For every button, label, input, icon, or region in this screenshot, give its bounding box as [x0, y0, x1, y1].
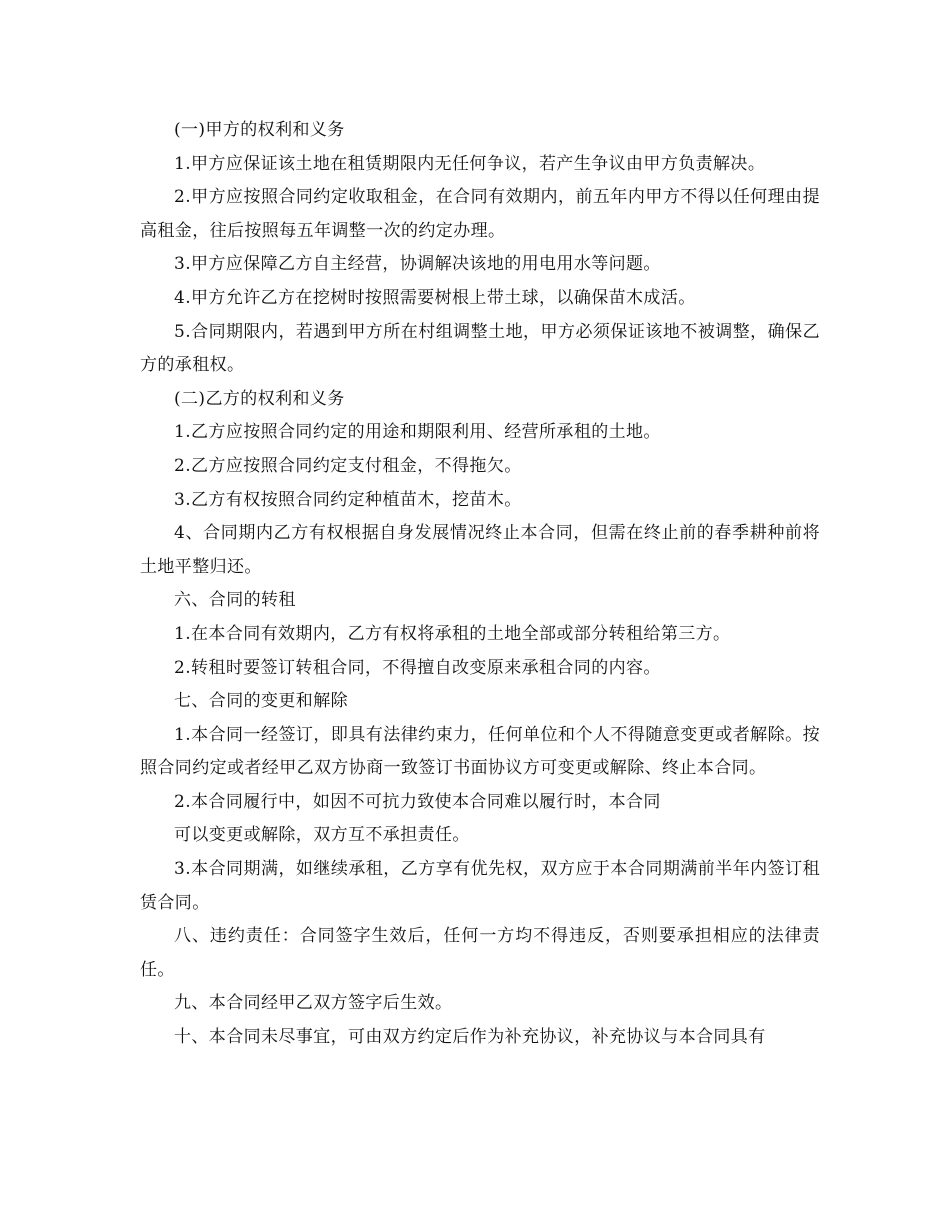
clause-sublease-1: 1.在本合同有效期内，乙方有权将承租的土地全部或部分转租给第三方。: [174, 623, 731, 644]
section-heading-party-a: (一)甲方的权利和义务: [174, 120, 345, 140]
clause-a-2: 2.甲方应按照合同约定收取租金，在合同有效期内，前五年内甲方不得以任何理由提高租金，往后按照每五年调整一次的约定办理。: [140, 187, 820, 241]
clause-a-5: 5.合同期限内，若遇到甲方所在村组调整土地，甲方必须保证该地不被调整，确保乙方的承租权。: [140, 321, 820, 376]
clause-b-4: 4、合同期内乙方有权根据自身发展情况终止本合同，但需在终止前的春季耕种前将土地平整归还。: [140, 523, 820, 577]
clause-change-2: 2.本合同履行中，如因不可抗力致使本合同难以履行时，本合同: [174, 791, 661, 812]
clause-change-2-continued: 可以变更或解除，双方互不承担责任。: [174, 825, 470, 846]
section-supplementary: 十、本合同未尽事宜，可由双方约定后作为补充协议，补充协议与本合同具有: [174, 1027, 766, 1048]
clause-sublease-2: 2.转租时要签订转租合同，不得擅自改变原来承租合同的内容。: [174, 657, 661, 678]
clause-b-3: 3.乙方有权按照合同约定种植苗木，挖苗木。: [174, 489, 522, 510]
section-breach-liability: 八、违约责任：合同签字生效后，任何一方均不得违反，否则要承担相应的法律责任。: [140, 926, 820, 980]
clause-b-1: 1.乙方应按照合同约定的用途和期限利用、经营所承租的土地。: [174, 422, 661, 443]
clause-change-3: 3.本合同期满，如继续承租，乙方享有优先权，双方应于本合同期满前半年内签订租赁合同。: [140, 859, 820, 913]
section-heading-party-b: (二)乙方的权利和义务: [174, 388, 345, 409]
document-body: [140, 114, 820, 1055]
clause-change-1: 1.本合同一经签订，即具有法律约束力，任何单位和个人不得随意变更或者解除。按照合同约定或者经甲乙双方协商一致签订书面协议方可变更或解除、终止本合同。: [140, 724, 820, 779]
clause-a-3: 3.甲方应保障乙方自主经营，协调解决该地的用电用水等问题。: [174, 254, 661, 275]
section-effectiveness: 九、本合同经甲乙双方签字后生效。: [174, 993, 453, 1014]
clause-a-1: 1.甲方应保证该土地在租赁期限内无任何争议，若产生争议由甲方负责解决。: [174, 153, 766, 174]
section-heading-sublease: 六、合同的转租: [174, 590, 296, 611]
clause-b-2: 2.乙方应按照合同约定支付租金，不得拖欠。: [174, 455, 522, 476]
clause-a-4: 4.甲方允许乙方在挖树时按照需要树根上带土球，以确保苗木成活。: [174, 287, 696, 308]
section-heading-change-termination: 七、合同的变更和解除: [174, 691, 348, 712]
